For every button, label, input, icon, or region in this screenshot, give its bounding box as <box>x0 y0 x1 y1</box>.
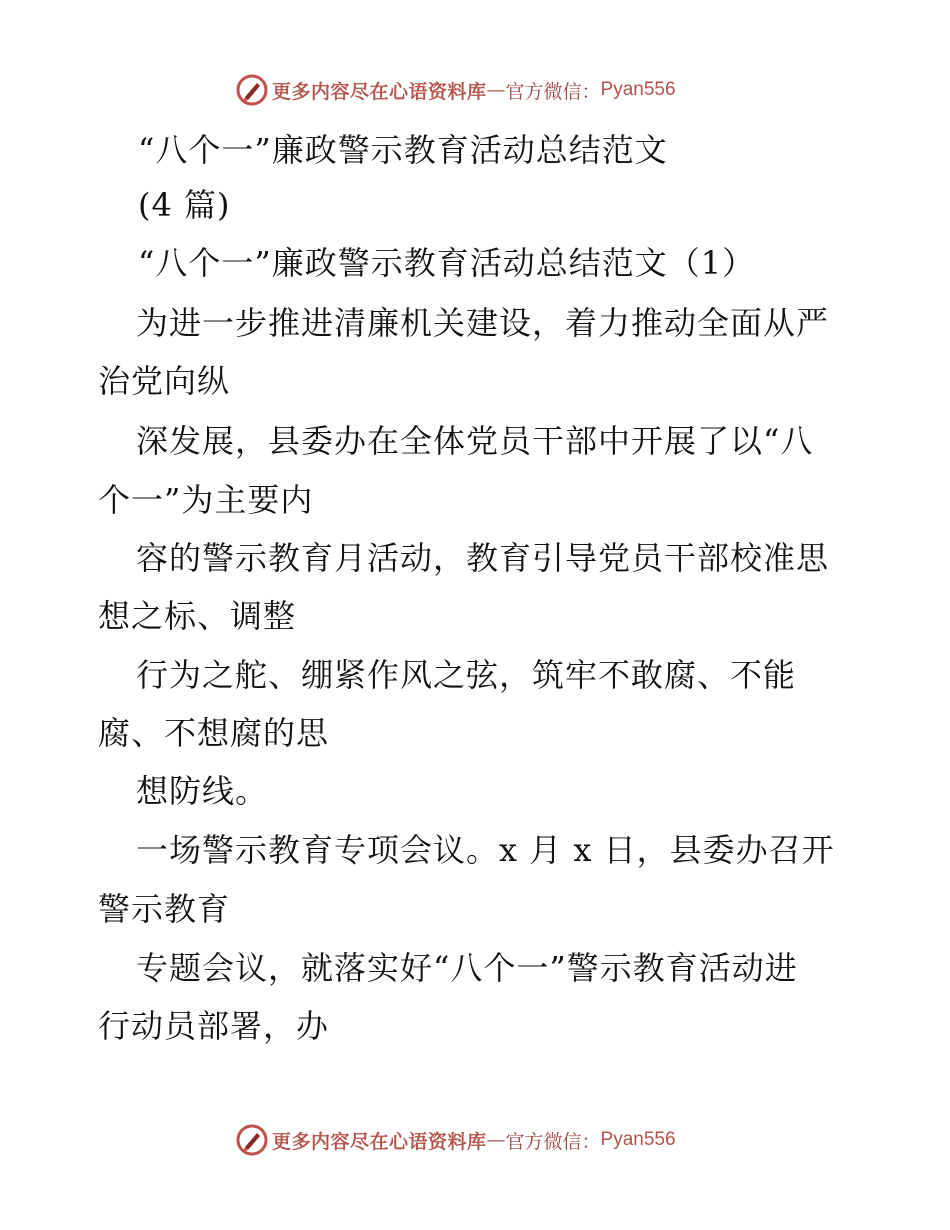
paragraph-line: 警示教育 <box>98 890 231 928</box>
document-title-count: (4 篇) <box>138 186 231 224</box>
watermark-brand: 更多内容尽在心语资料库 <box>272 1130 487 1153</box>
paragraph-line: 深发展，县委办在全体党员干部中开展了以“八 <box>136 422 814 460</box>
footer-watermark <box>236 1123 676 1157</box>
watermark-brand: 更多内容尽在心语资料库 <box>272 80 487 103</box>
watermark-label: 官方微信： <box>505 1130 601 1153</box>
paragraph-line: 想之标、调整 <box>98 597 297 635</box>
watermark-id: Pyan556 <box>600 79 676 100</box>
paragraph-line: 腐、不想腐的思 <box>98 714 330 752</box>
pen-logo-icon <box>236 1124 268 1156</box>
watermark-label: 官方微信： <box>505 80 601 103</box>
paragraph-line: 个一”为主要内 <box>98 481 314 519</box>
paragraph-line: 专题会议，就落实好“八个一”警示教育活动进 <box>136 949 798 987</box>
paragraph-line: 容的警示教育月活动，教育引导党员干部校准思 <box>136 539 830 577</box>
paragraph-line: 想防线。 <box>136 772 269 810</box>
paragraph-line: 行动员部署，办 <box>98 1007 330 1045</box>
section-heading: “八个一”廉政警示教育活动总结范文（1） <box>138 244 756 282</box>
watermark-dash: — <box>486 79 506 101</box>
paragraph-line: 治党向纵 <box>98 362 231 400</box>
paragraph-line: 为进一步推进清廉机关建设，着力推动全面从严 <box>136 304 830 342</box>
paragraph-line: 一场警示教育专项会议。x 月 x 日，县委办召开 <box>136 831 835 869</box>
watermark-dash: — <box>486 1129 506 1151</box>
watermark-id: Pyan556 <box>600 1129 676 1150</box>
pen-logo-icon <box>236 74 268 106</box>
document-title: “八个一”廉政警示教育活动总结范文 <box>138 131 668 169</box>
header-watermark <box>236 73 676 107</box>
paragraph-line: 行为之舵、绷紧作风之弦，筑牢不敢腐、不能 <box>136 656 797 694</box>
